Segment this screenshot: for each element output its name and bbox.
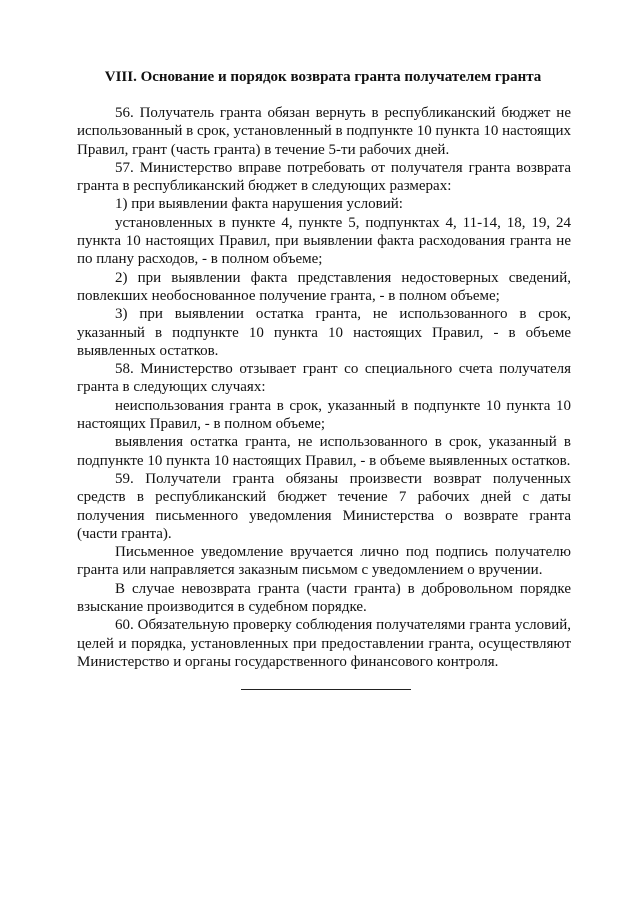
paragraph-57-item-3: 3) при выявлении остатка гранта, не использованного в срок, указанный в подпункте 10 пункта 10 настоящих Правил, - в объеме выявленных остатков. (77, 306, 571, 359)
document-body (77, 104, 571, 671)
paragraph-59: 59. Получатели гранта обязаны произвести возврат полученных средств в республиканский бюджет течение 7 рабочих дней с даты получения письменного уведомления Министерства о возврате гранта (части гранта). (77, 470, 571, 542)
paragraph-57-item-2: 2) при выявлении факта представления недостоверных сведений, повлекших необоснованное получение гранта, - в полном объеме; (77, 269, 571, 304)
paragraph-57: 57. Министерство вправе потребовать от получателя гранта возврата гранта в республиканский бюджет в следующих размерах: (77, 159, 571, 195)
paragraph-60: 60. Обязательную проверку соблюдения получателями гранта условий, целей и порядка, установленных при предоставлении гранта, осуществляют Министерство и органы государственного финансового контроля. (77, 617, 571, 670)
paragraph-59-court: В случае невозврата гранта (части гранта) в добровольном порядке взыскание производится в судебном порядке. (77, 580, 571, 616)
section-title: VIII. Основание и порядок возврата гранта получателем гранта (104, 69, 542, 85)
paragraph-59-notice: Письменное уведомление вручается лично под подпись получателю гранта или направляется заказным письмом с уведомлением о вручении. (77, 544, 571, 579)
paragraph-56: 56. Получатель гранта обязан вернуть в республиканский бюджет не использованный в срок, установленный в подпункте 10 пункта 10 настоящих Правил, грант (часть гранта) в течение 5-ти рабочих дней. (77, 105, 571, 158)
paragraph-58-case-1: неиспользования гранта в срок, указанный в подпункте 10 пункта 10 настоящих Правил, - в полном объеме; (77, 397, 571, 433)
paragraph-57-item-1-detail: установленных в пункте 4, пункте 5, подпунктах 4, 11-14, 18, 19, 24 пункта 10 настоящих Правил, при выявлении факта расходования гранта не по плану расходов, - в полном объеме; (77, 214, 571, 268)
paragraph-58-case-2: выявления остатка гранта, не использованного в срок, указанный в подпункте 10 пункта 10 настоящих Правил, - в объеме выявленных остатков. (77, 434, 571, 469)
paragraph-57-item-1: 1) при выявлении факта нарушения условий: (115, 196, 403, 213)
closing-rule (241, 689, 411, 690)
paragraph-58: 58. Министерство отзывает грант со специального счета получателя гранта в следующих случаях: (77, 361, 571, 396)
